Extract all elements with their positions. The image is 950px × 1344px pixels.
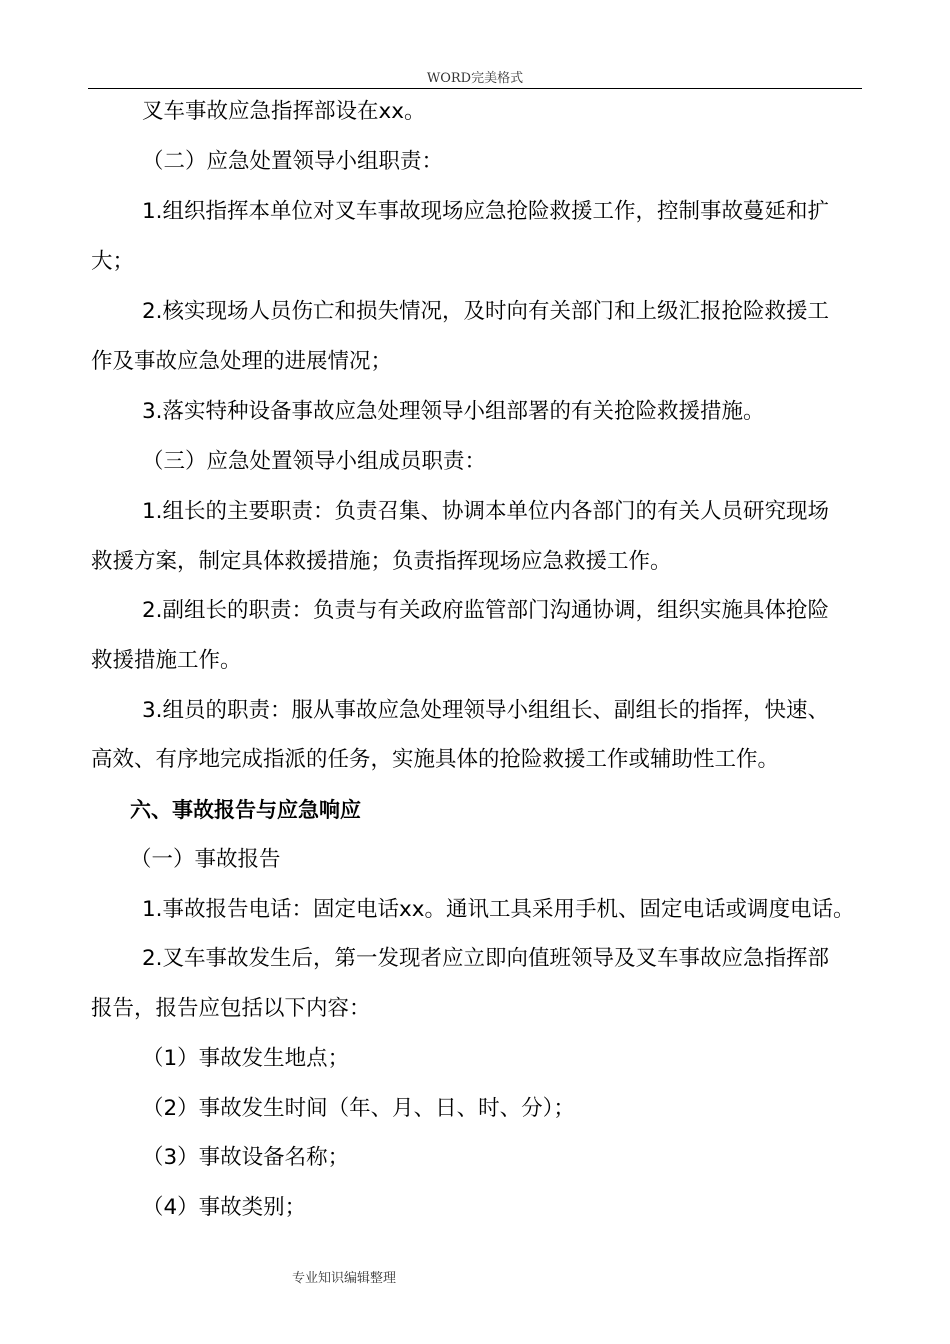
list-item: （1）事故发生地点； — [142, 1046, 350, 1071]
section-heading: 六、事故报告与应急响应 — [130, 798, 361, 822]
body-line: 救援方案，制定具体救援措施；负责指挥现场应急救援工作。 — [91, 549, 672, 574]
body-line: 大； — [91, 249, 135, 274]
body-line: 3.组员的职责：服从事故应急处理领导小组组长、副组长的指挥，快速、 — [142, 698, 830, 723]
body-line: 2.核实现场人员伤亡和损失情况，及时向有关部门和上级汇报抢险救援工 — [142, 299, 830, 324]
body-line: 高效、有序地完成指派的任务，实施具体的抢险救援工作或辅助性工作。 — [91, 747, 780, 772]
body-line: 1.事故报告电话：固定电话xx。通讯工具采用手机、固定电话或调度电话。 — [142, 897, 855, 922]
body-line: 1.组长的主要职责：负责召集、协调本单位内各部门的有关人员研究现场 — [142, 499, 830, 524]
body-line: 作及事故应急处理的进展情况； — [91, 349, 393, 374]
body-line: 3.落实特种设备事故应急处理领导小组部署的有关抢险救援措施。 — [142, 399, 765, 424]
body-line: （三）应急处置领导小组成员职责： — [142, 449, 487, 474]
subsection-heading: （一）事故报告 — [130, 847, 281, 872]
body-line: 报告，报告应包括以下内容： — [91, 996, 371, 1021]
page-header: WORD完美格式 — [88, 70, 862, 89]
list-item: （3）事故设备名称； — [142, 1145, 350, 1170]
body-line: 叉车事故应急指挥部设在xx。 — [142, 99, 426, 124]
body-line: 1.组织指挥本单位对叉车事故现场应急抢险救援工作，控制事故蔓延和扩 — [142, 199, 830, 224]
list-item: （2）事故发生时间（年、月、日、时、分）； — [142, 1096, 575, 1121]
body-line: 2.叉车事故发生后，第一发现者应立即向值班领导及叉车事故应急指挥部 — [142, 946, 830, 971]
page-footer: 专业知识编辑整理 — [292, 1271, 397, 1286]
body-line: 2.副组长的职责：负责与有关政府监管部门沟通协调，组织实施具体抢险 — [142, 598, 830, 623]
body-line: 救援措施工作。 — [91, 648, 242, 673]
body-line: （二）应急处置领导小组职责： — [142, 149, 444, 174]
list-item: （4）事故类别； — [142, 1195, 307, 1220]
